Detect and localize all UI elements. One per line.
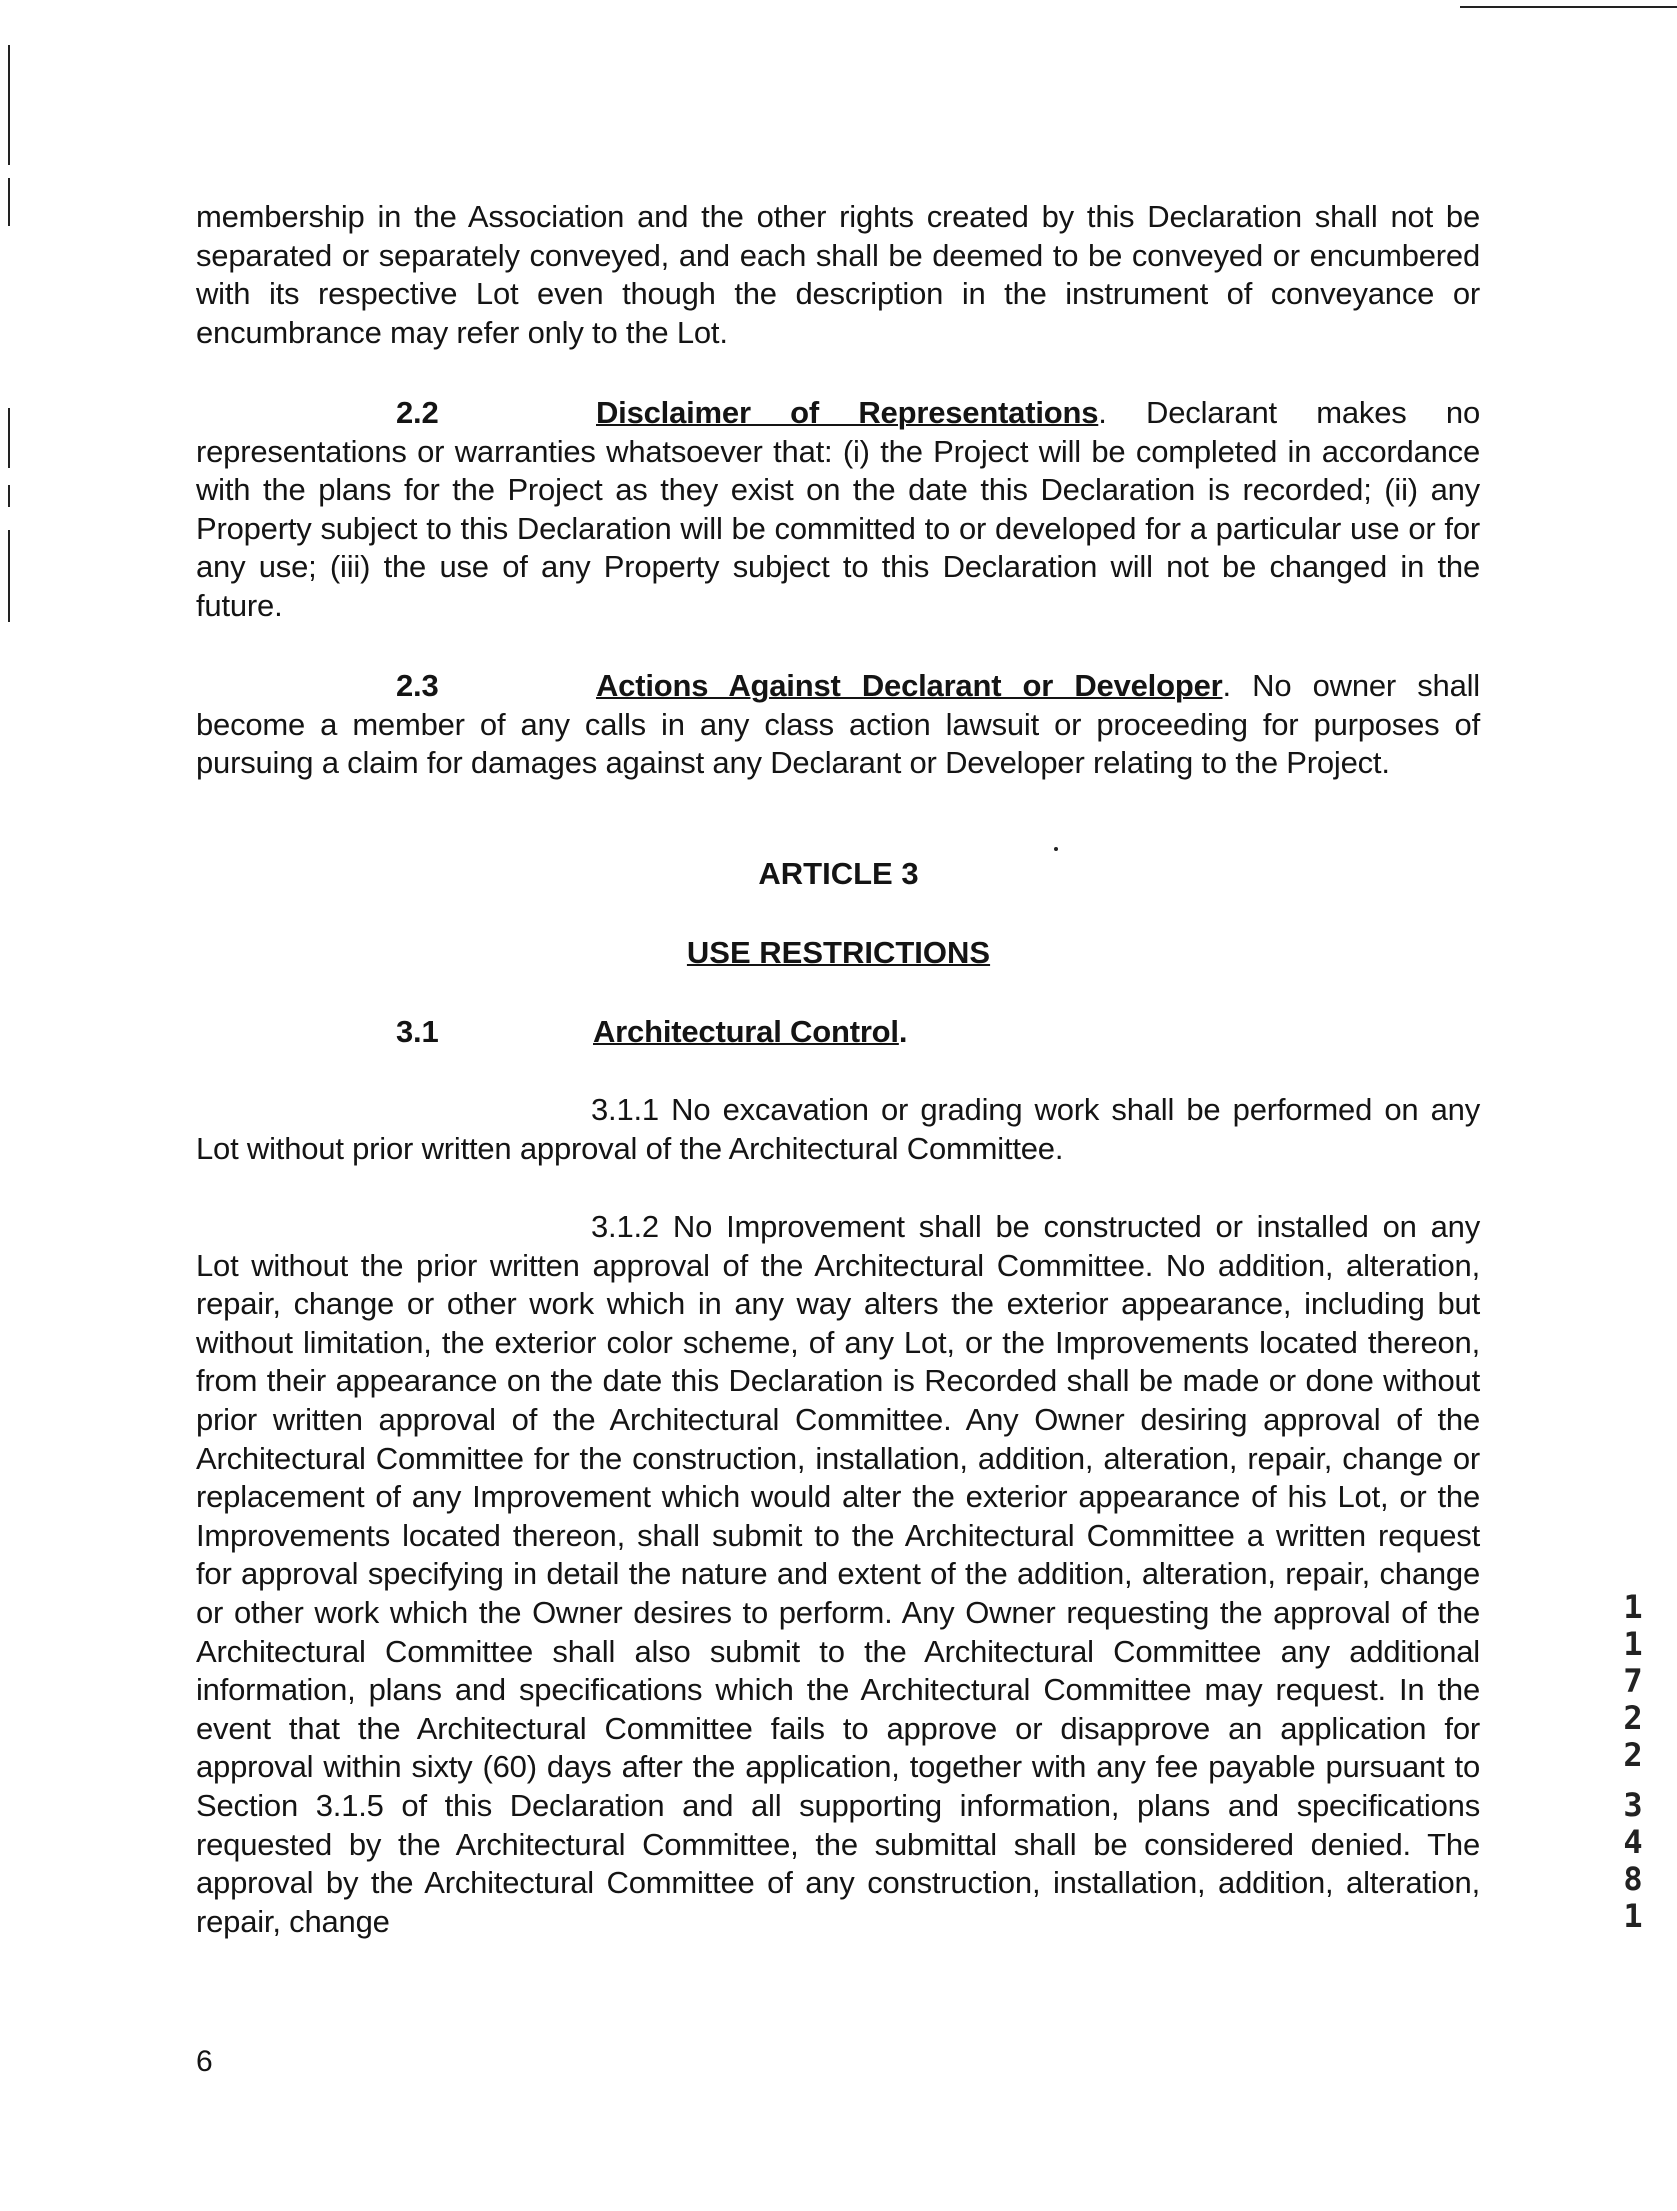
section-2-3-title-period: . [1222,668,1231,703]
article-title: ARTICLE 3 [758,856,919,891]
section-3-1-1-paragraph: 3.1.1 No excavation or grading work shall be performed on any Lot without prior written approval of the Architectural Committee. [196,1092,1480,1166]
section-2-2-paragraph [196,394,1480,626]
stamp-digit: 8 [1623,1860,1643,1898]
intro-paragraph-block [196,198,1480,352]
section-2-3 [196,667,1480,783]
section-2-2-number: 2.2 [396,395,439,430]
section-3-1-heading [196,1013,1480,1052]
left-margin-rule-3 [8,408,10,468]
section-3-1-2-block [196,1208,1480,1941]
stamp-digit: 1 [1623,1588,1643,1626]
stamp-digit: 1 [1623,1897,1643,1935]
section-2-2-title-period: . [1098,395,1107,430]
recording-number-stamp-upper [1622,1589,1644,1774]
section-3-1-title-period: . [898,1014,908,1049]
stamp-digit: 2 [1623,1699,1643,1737]
section-3-1-2-paragraph: 3.1.2 No Improvement shall be constructed or installed on any Lot without the prior written approval of the Architectural Committee. No addition, alteration, repair, change or other work which in any way alters the exterior appearance, including but without limitation, the exterior color scheme, of any Lot, or the Improvements located thereon, from their appearance on the date this Declaration is Recorded shall be made or done without prior written approval of the Architectural Committee. Any Owner desiring approval of the Architectural Committee for the construction, installation, addition, alteration, repair, change or replacement of any Improvement which would alter the exterior appearance of his Lot, or the Improvements located thereon, shall submit to the Architectural Committee a written request for approval specifying in detail the nature and extent of the addition, alteration, repair, change or other work which the Owner desires to perform. Any Owner requesting the approval of the Architectural Committee shall also submit to the Architectural Committee any additional information, plans and specifications which the Architectural Committee may request. In the event that the Architectural Committee fails to approve or disapprove an application for approval within sixty (60) days after the application, together with any fee payable pursuant to Section 3.1.5 of this Declaration and all supporting information, plans and specifications requested by the Architectural Committee, the submittal shall be considered denied. The approval by the Architectural Committee of any construction, installation, addition, alteration, repair, change [196,1209,1480,1939]
stamp-digit: 1 [1623,1625,1643,1663]
stamp-digit: 2 [1623,1736,1643,1774]
left-margin-rule-1 [8,45,10,165]
stamp-digit: 7 [1623,1662,1643,1700]
section-2-3-number: 2.3 [396,668,439,703]
page-number: 6 [196,2045,213,2078]
section-3-1-title: Architectural Control [593,1014,899,1049]
left-margin-rule-5 [8,530,10,622]
stamp-digit: 3 [1623,1786,1643,1824]
section-2-2-body: Declarant makes no representations or warranties whatsoever that: (i) the Project will be completed in accordance with the plans for the Project as they exist on the date this Declaration is recorded; (ii) any Property subject to this Declaration will be committed to or developed for a particular use or for any use; (iii) the use of any Property subject to this Declaration will not be changed in the future. [196,395,1480,623]
stamp-digit: 4 [1623,1823,1643,1861]
section-2-3-title: Actions Against Declarant or Developer [596,668,1223,703]
section-2-3-paragraph [196,667,1480,783]
intro-paragraph: membership in the Association and the other rights created by this Declaration shall not be separated or separately conveyed, and each shall be deemed to be conveyed or encumbered with its respective Lot even though the description in the instrument of conveyance or encumbrance may refer only to the Lot. [196,199,1480,350]
section-2-2 [196,394,1480,626]
section-3-1-1-block [196,1091,1480,1168]
left-margin-rule-4 [8,485,10,507]
recording-number-stamp-lower [1622,1787,1644,1935]
left-margin-rule-2 [8,178,10,226]
top-right-rule [1460,6,1677,8]
article-subtitle: USE RESTRICTIONS [686,935,991,970]
section-2-2-title: Disclaimer of Representations [596,395,1099,430]
section-3-1-number: 3.1 [396,1014,439,1049]
stray-mark [1054,847,1058,851]
section-2-3-body: No owner shall become a member of any calls in any class action lawsuit or proceeding for purposes of pursuing a claim for damages against any Declarant or Developer relating to the Project. [196,668,1480,781]
